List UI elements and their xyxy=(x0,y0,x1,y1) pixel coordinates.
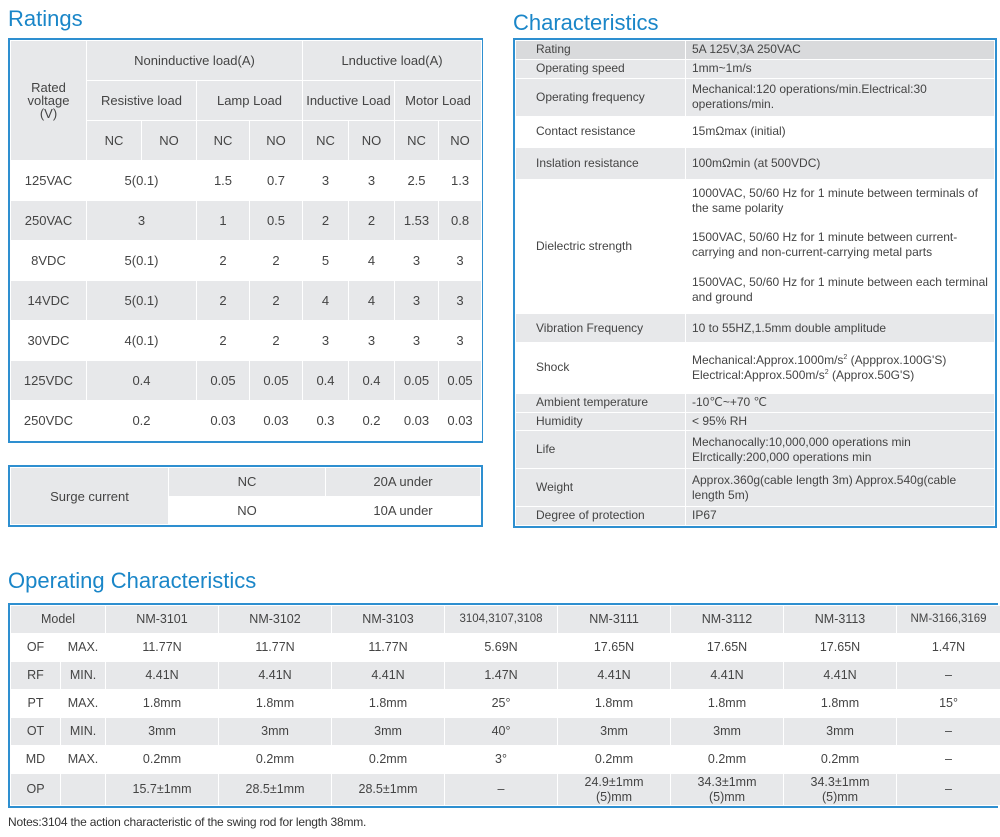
value-cell: – xyxy=(897,746,1000,774)
value-cell: 3° xyxy=(445,746,558,774)
table-row xyxy=(11,774,1000,806)
weight-value: Approx.360g(cable length 3m) Approx.540g(cable length 5m) xyxy=(686,469,995,507)
value-cell: 1.8mm xyxy=(332,690,445,718)
voltage-cell: 250VDC xyxy=(11,401,87,441)
ratings-table xyxy=(8,38,483,443)
value-cell: 15° xyxy=(897,690,1000,718)
value-cell: 0.2mm xyxy=(219,746,332,774)
param-code: OP xyxy=(11,774,61,806)
value-cell: 34.3±1mm (5)mm xyxy=(784,774,897,806)
ind-nc-cell: 3 xyxy=(303,161,349,201)
rating-label: Rating xyxy=(516,41,686,60)
value-cell: 1.47N xyxy=(445,662,558,690)
surge-no-label: NO xyxy=(169,496,326,525)
operating-speed-value: 1mm~1m/s xyxy=(686,59,995,78)
motor-no-cell: 1.3 xyxy=(439,161,482,201)
ind-nc-cell: 0.4 xyxy=(303,361,349,401)
voltage-cell: 250VAC xyxy=(11,201,87,241)
ratings-row xyxy=(11,201,482,241)
value-cell: 1.47N xyxy=(897,634,1000,662)
ambient-temperature-value: -10℃~+70 ℃ xyxy=(686,393,995,412)
param-limit xyxy=(61,774,106,806)
value-cell: 1.8mm xyxy=(784,690,897,718)
ratings-row xyxy=(11,161,482,201)
lamp-no-cell: 0.03 xyxy=(250,401,303,441)
characteristics-title: Characteristics xyxy=(513,10,659,35)
param-limit: MAX. xyxy=(61,634,106,662)
value-cell: 3mm xyxy=(219,718,332,746)
param-code: RF xyxy=(11,662,61,690)
model-header: NM-3112 xyxy=(671,606,784,634)
ambient-temperature-label: Ambient temperature xyxy=(516,393,686,412)
contact-resistance-value: 15mΩmax (initial) xyxy=(686,116,995,147)
param-limit: MAX. xyxy=(61,690,106,718)
value-cell: 3mm xyxy=(106,718,219,746)
inductive-load-header: Lnductive load(A) xyxy=(303,41,482,81)
value-cell: 28.5±1mm xyxy=(332,774,445,806)
resistive-cell: 5(0.1) xyxy=(87,241,197,281)
resistive-cell: 4(0.1) xyxy=(87,321,197,361)
voltage-cell: 125VDC xyxy=(11,361,87,401)
motor-nc-cell: 3 xyxy=(395,321,439,361)
motor-nc-cell: 0.03 xyxy=(395,401,439,441)
shock-value: $Mechanical:Approx.1000m/s^2$ (Appprox.100G'S) $Electrical:Approx.500m/s^2$ (Approx.50G'S) xyxy=(686,343,995,393)
value-cell: 11.77N xyxy=(332,634,445,662)
lamp-nc-cell: 1.5 xyxy=(197,161,250,201)
operating-characteristics-table xyxy=(8,603,998,808)
param-limit: MIN. xyxy=(61,718,106,746)
operating-characteristics-title: Operating Characteristics xyxy=(8,568,257,593)
lamp-no-cell: 0.7 xyxy=(250,161,303,201)
motor-nc-cell: 0.05 xyxy=(395,361,439,401)
lamp-header: Lamp Load xyxy=(197,81,303,121)
voltage-cell: 14VDC xyxy=(11,281,87,321)
noninductive-header: Noninductive load(A) xyxy=(87,41,303,81)
value-cell: 17.65N xyxy=(558,634,671,662)
insulation-resistance-label: Inslation resistance xyxy=(516,148,686,179)
resistive-header: Resistive load xyxy=(87,81,197,121)
table-row xyxy=(11,662,1000,690)
value-cell: 17.65N xyxy=(784,634,897,662)
lamp-nc-cell: 0.03 xyxy=(197,401,250,441)
param-code: PT xyxy=(11,690,61,718)
surge-current-label: Surge current xyxy=(11,468,169,525)
ind-nc-cell: 4 xyxy=(303,281,349,321)
table-row xyxy=(11,746,1000,774)
shock-label: Shock xyxy=(516,343,686,393)
vibration-frequency-label: Vibration Frequency xyxy=(516,313,686,342)
motor-nc-cell: 3 xyxy=(395,281,439,321)
ratings-row xyxy=(11,321,482,361)
characteristics-table xyxy=(513,38,997,528)
lamp-nc-cell: 2 xyxy=(197,281,250,321)
ratings-row xyxy=(11,361,482,401)
motor-no-cell: 3 xyxy=(439,241,482,281)
value-cell: 15.7±1mm xyxy=(106,774,219,806)
vibration-frequency-value: 10 to 55HZ,1.5mm double amplitude xyxy=(686,313,995,342)
nc-header: NC xyxy=(303,121,349,161)
value-cell: 17.65N xyxy=(671,634,784,662)
life-label: Life xyxy=(516,431,686,469)
dielectric-value-1: 1000VAC, 50/60 Hz for 1 minute between terminals of the same polarity xyxy=(686,179,995,223)
value-cell: 4.41N xyxy=(332,662,445,690)
life-value: Mechanocally:10,000,000 operations min Elrctically:200,000 operations min xyxy=(686,431,995,469)
value-cell: 0.2mm xyxy=(106,746,219,774)
model-header: 3104,3107,3108 xyxy=(445,606,558,634)
ind-no-cell: 3 xyxy=(349,161,395,201)
voltage-cell: 30VDC xyxy=(11,321,87,361)
value-cell: 1.8mm xyxy=(671,690,784,718)
voltage-cell: 125VAC xyxy=(11,161,87,201)
table-row xyxy=(11,718,1000,746)
value-cell: 24.9±1mm (5)mm xyxy=(558,774,671,806)
motor-no-cell: 0.8 xyxy=(439,201,482,241)
no-header: NO xyxy=(142,121,197,161)
value-cell: 1.8mm xyxy=(219,690,332,718)
ind-nc-cell: 0.3 xyxy=(303,401,349,441)
ind-nc-cell: 3 xyxy=(303,321,349,361)
motor-no-cell: 0.05 xyxy=(439,361,482,401)
ind-no-cell: 4 xyxy=(349,241,395,281)
resistive-cell: 0.4 xyxy=(87,361,197,401)
lamp-nc-cell: 2 xyxy=(197,241,250,281)
param-code: OT xyxy=(11,718,61,746)
ratings-row xyxy=(11,281,482,321)
inductive-header: Inductive Load xyxy=(303,81,395,121)
nc-header: NC xyxy=(87,121,142,161)
model-label: Model xyxy=(11,606,106,634)
value-cell: 4.41N xyxy=(558,662,671,690)
model-header: NM-3166,3169 xyxy=(897,606,1000,634)
surge-no-value: 10A under xyxy=(326,496,481,525)
motor-no-cell: 3 xyxy=(439,281,482,321)
resistive-cell: 5(0.1) xyxy=(87,281,197,321)
value-cell: 3mm xyxy=(784,718,897,746)
resistive-cell: 5(0.1) xyxy=(87,161,197,201)
no-header: NO xyxy=(250,121,303,161)
value-cell: – xyxy=(897,718,1000,746)
humidity-label: Humidity xyxy=(516,412,686,431)
value-cell: 3mm xyxy=(332,718,445,746)
surge-current-table xyxy=(8,465,483,527)
insulation-resistance-value: 100mΩmin (at 500VDC) xyxy=(686,148,995,179)
operating-frequency-value: Mechanical:120 operations/min.Electrical:30 operations/min. xyxy=(686,78,995,116)
dielectric-strength-label: Dielectric strength xyxy=(516,179,686,313)
lamp-no-cell: 0.5 xyxy=(250,201,303,241)
motor-no-cell: 0.03 xyxy=(439,401,482,441)
value-cell: – xyxy=(897,662,1000,690)
rating-value: 5A 125V,3A 250VAC xyxy=(686,41,995,60)
surge-nc-label: NC xyxy=(169,468,326,497)
value-cell: 3mm xyxy=(558,718,671,746)
model-header: NM-3103 xyxy=(332,606,445,634)
motor-nc-cell: 1.53 xyxy=(395,201,439,241)
model-header: NM-3102 xyxy=(219,606,332,634)
value-cell: 4.41N xyxy=(784,662,897,690)
operating-speed-label: Operating speed xyxy=(516,59,686,78)
operating-frequency-label: Operating frequency xyxy=(516,78,686,116)
ratings-row xyxy=(11,241,482,281)
value-cell: – xyxy=(445,774,558,806)
value-cell: 0.2mm xyxy=(671,746,784,774)
nc-header: NC xyxy=(395,121,439,161)
rated-voltage-header: Rated voltage (V) xyxy=(11,41,87,161)
value-cell: 4.41N xyxy=(671,662,784,690)
lamp-nc-cell: 0.05 xyxy=(197,361,250,401)
value-cell: 1.8mm xyxy=(106,690,219,718)
no-header: NO xyxy=(439,121,482,161)
motor-header: Motor Load xyxy=(395,81,482,121)
model-header: NM-3101 xyxy=(106,606,219,634)
dielectric-value-3: 1500VAC, 50/60 Hz for 1 minute between each terminal and ground xyxy=(686,267,995,313)
value-cell: 4.41N xyxy=(106,662,219,690)
resistive-cell: 0.2 xyxy=(87,401,197,441)
param-limit: MIN. xyxy=(61,662,106,690)
ind-no-cell: 3 xyxy=(349,321,395,361)
ind-nc-cell: 5 xyxy=(303,241,349,281)
value-cell: 3mm xyxy=(671,718,784,746)
value-cell: 34.3±1mm (5)mm xyxy=(671,774,784,806)
value-cell: – xyxy=(897,774,1000,806)
weight-label: Weight xyxy=(516,469,686,507)
protection-label: Degree of protection xyxy=(516,506,686,525)
lamp-nc-cell: 2 xyxy=(197,321,250,361)
value-cell: 25° xyxy=(445,690,558,718)
value-cell: 5.69N xyxy=(445,634,558,662)
motor-nc-cell: 3 xyxy=(395,241,439,281)
lamp-no-cell: 2 xyxy=(250,281,303,321)
ind-nc-cell: 2 xyxy=(303,201,349,241)
lamp-no-cell: 0.05 xyxy=(250,361,303,401)
ratings-row xyxy=(11,401,482,441)
value-cell: 0.2mm xyxy=(784,746,897,774)
motor-nc-cell: 2.5 xyxy=(395,161,439,201)
humidity-value: < 95% RH xyxy=(686,412,995,431)
protection-value: IP67 xyxy=(686,506,995,525)
table-row xyxy=(11,690,1000,718)
model-header: NM-3111 xyxy=(558,606,671,634)
param-limit: MAX. xyxy=(61,746,106,774)
ind-no-cell: 4 xyxy=(349,281,395,321)
lamp-nc-cell: 1 xyxy=(197,201,250,241)
lamp-no-cell: 2 xyxy=(250,241,303,281)
param-code: MD xyxy=(11,746,61,774)
ind-no-cell: 0.4 xyxy=(349,361,395,401)
model-row xyxy=(11,606,1000,634)
surge-nc-value: 20A under xyxy=(326,468,481,497)
contact-resistance-label: Contact resistance xyxy=(516,116,686,147)
resistive-cell: 3 xyxy=(87,201,197,241)
ind-no-cell: 2 xyxy=(349,201,395,241)
footnote: Notes:3104 the action characteristic of the swing rod for length 38mm. xyxy=(8,815,367,829)
value-cell: 0.2mm xyxy=(332,746,445,774)
nc-header: NC xyxy=(197,121,250,161)
lamp-no-cell: 2 xyxy=(250,321,303,361)
value-cell: 11.77N xyxy=(219,634,332,662)
no-header: NO xyxy=(349,121,395,161)
voltage-cell: 8VDC xyxy=(11,241,87,281)
value-cell: 40° xyxy=(445,718,558,746)
value-cell: 1.8mm xyxy=(558,690,671,718)
ind-no-cell: 0.2 xyxy=(349,401,395,441)
motor-no-cell: 3 xyxy=(439,321,482,361)
ratings-title: Ratings xyxy=(8,6,83,31)
value-cell: 4.41N xyxy=(219,662,332,690)
value-cell: 28.5±1mm xyxy=(219,774,332,806)
param-code: OF xyxy=(11,634,61,662)
value-cell: 11.77N xyxy=(106,634,219,662)
dielectric-value-2: 1500VAC, 50/60 Hz for 1 minute between current-carrying and non-current-carrying metal parts xyxy=(686,223,995,267)
table-row xyxy=(11,634,1000,662)
model-header: NM-3113 xyxy=(784,606,897,634)
value-cell: 0.2mm xyxy=(558,746,671,774)
